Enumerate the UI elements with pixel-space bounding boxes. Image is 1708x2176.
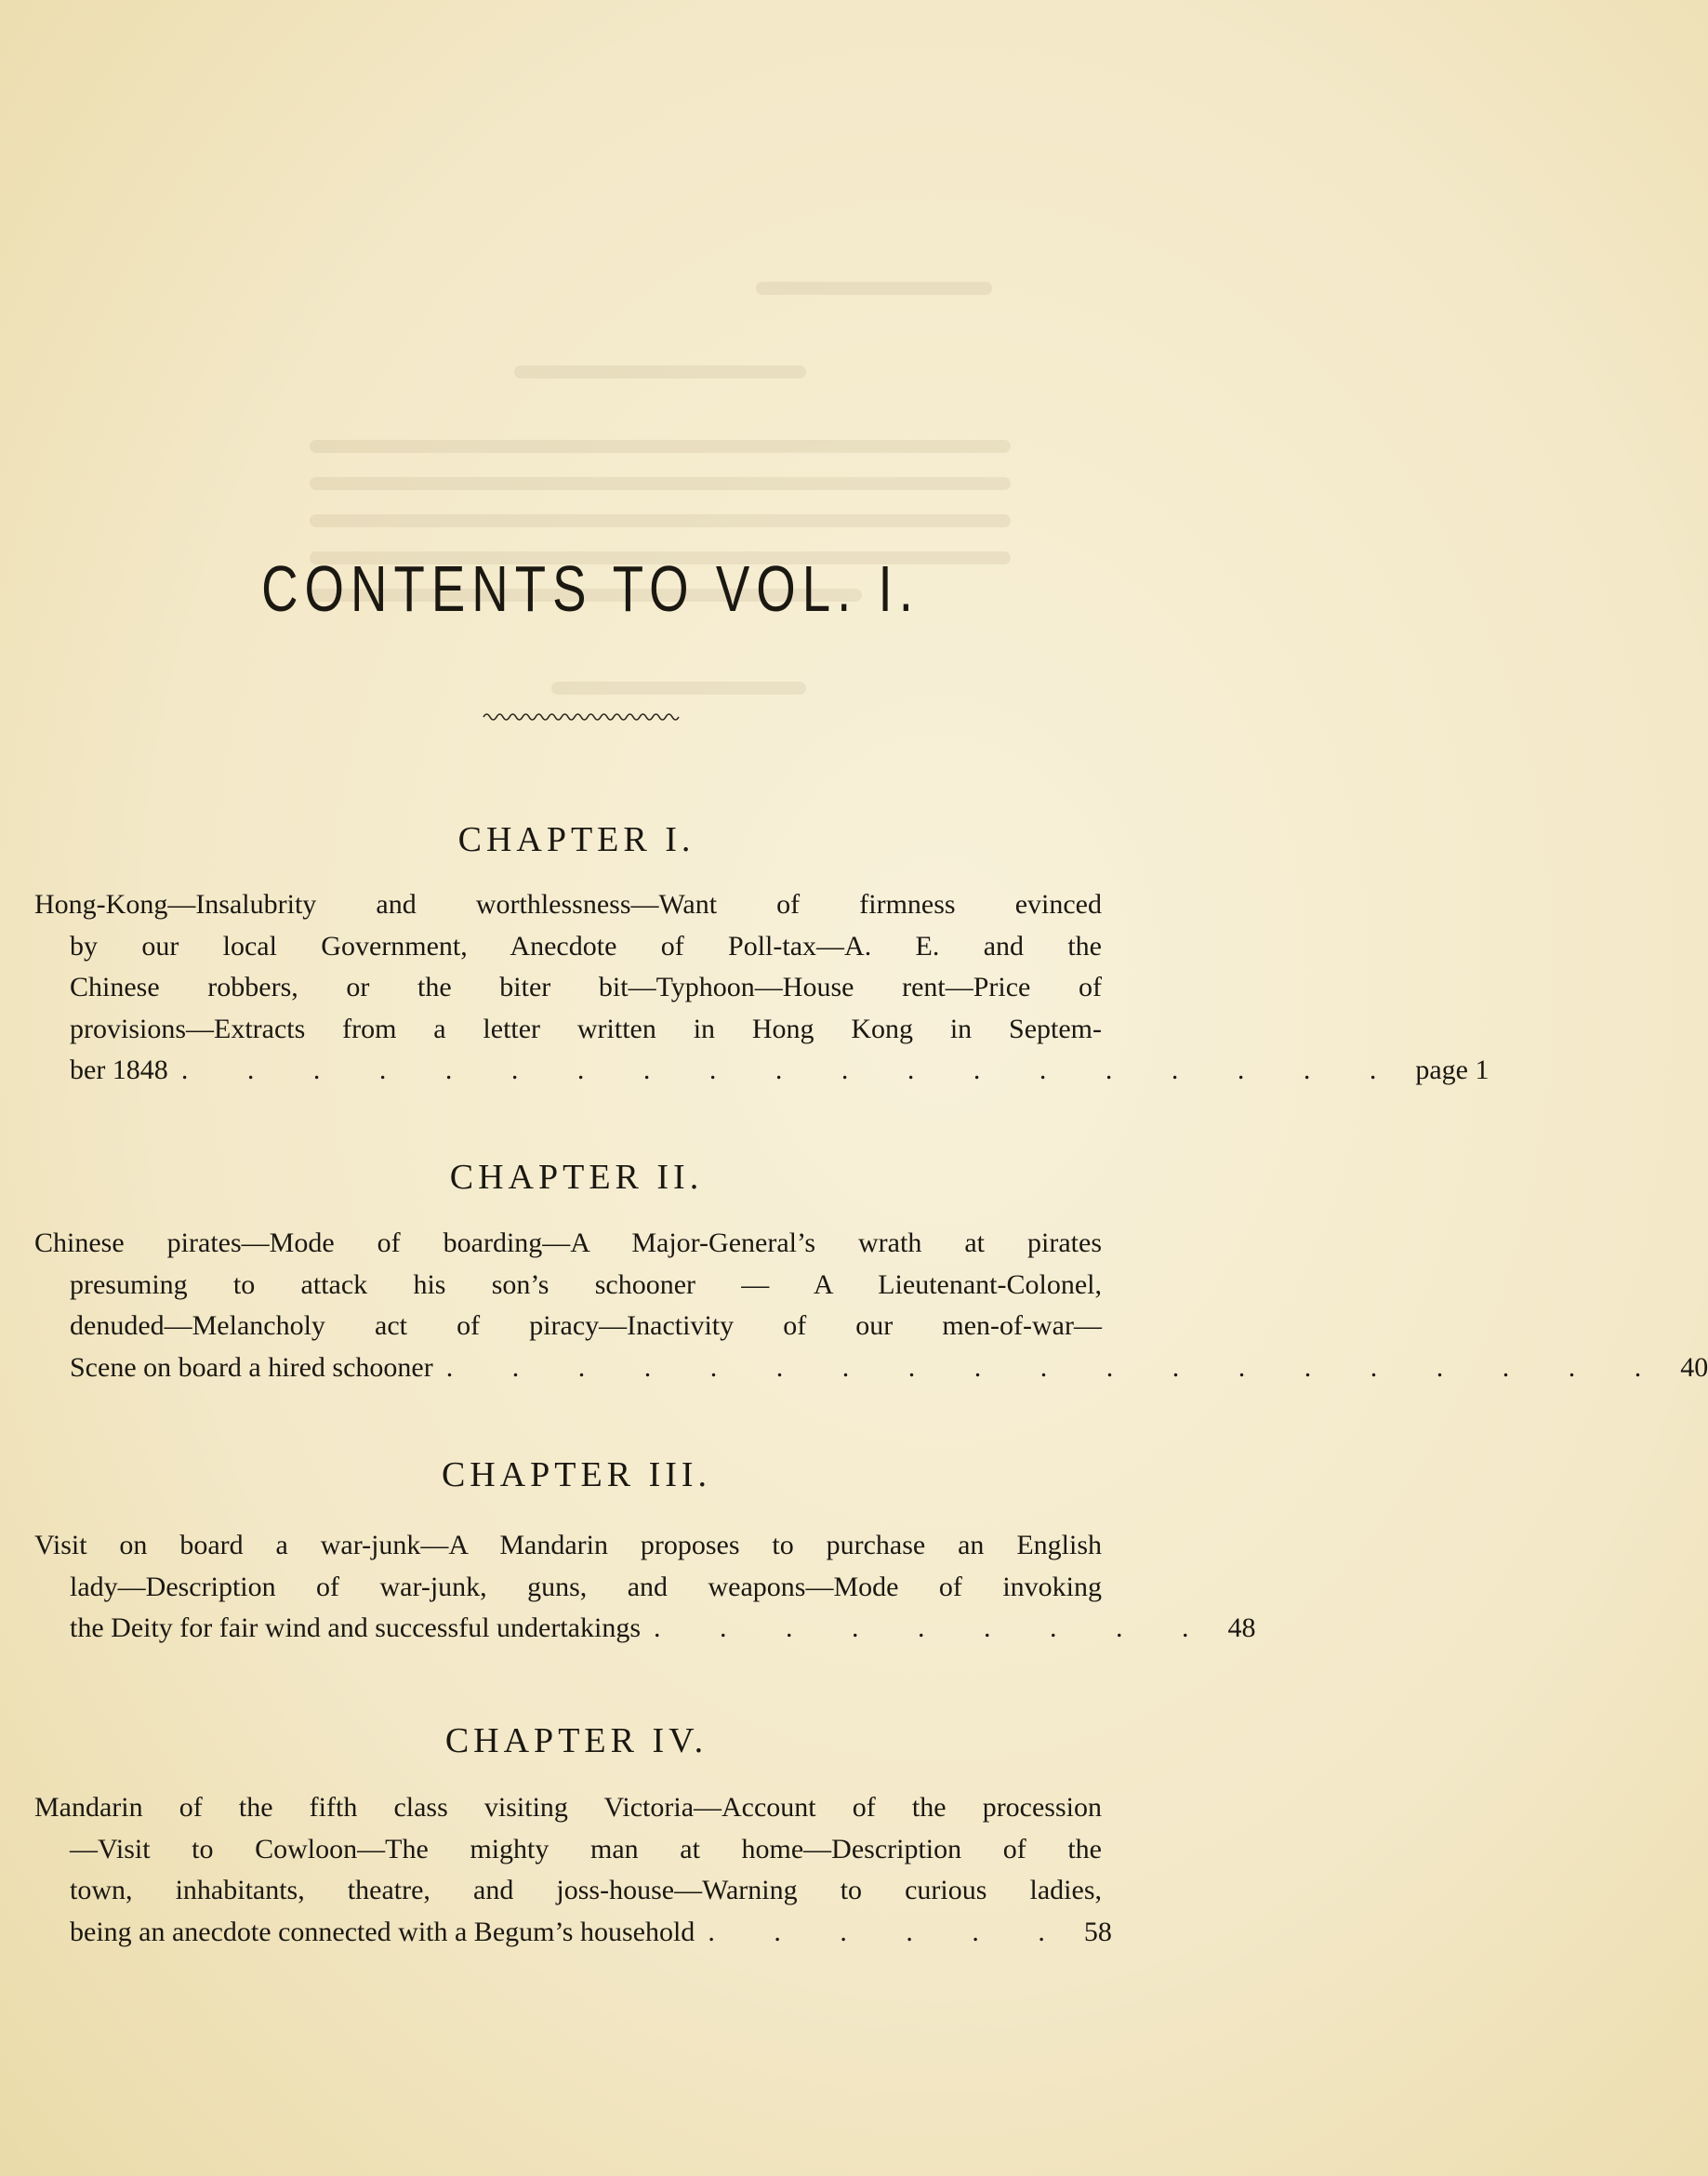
summary-line: being an anecdote connected with a Begum’s household [70, 1916, 695, 1947]
page-title: CONTENTS TO VOL. I. [261, 552, 920, 625]
summary-line: Chinese pirates—Mode of boarding—A Major-General’s wrath at pirates [34, 1227, 1102, 1258]
dot-leader: . . . . . . [708, 1916, 1071, 1947]
summary-line: the Deity for fair wind and successful undertakings [70, 1612, 641, 1643]
summary-line: Mandarin of the fifth class visiting Victoria—Account of the procession [34, 1792, 1102, 1823]
summary-line: by our local Government, Anecdote of Poll-tax—A. E. and the [70, 930, 1102, 962]
summary-line: lady—Description of war-junk, guns, and weapons—Mode of invoking [70, 1571, 1102, 1602]
page-number: 58 [1083, 1916, 1112, 1947]
show-through-texture [279, 251, 1023, 735]
summary-line: denuded—Melancholy act of piracy—Inactivity of our men-of-war— [70, 1310, 1102, 1341]
dot-leader: . . . . . . . . . . . . . . . . . . . [445, 1351, 1668, 1383]
chapter-summary [34, 884, 1490, 1092]
summary-line: Chinese robbers, or the biter bit—Typhoon—House rent—Price of [70, 972, 1102, 1002]
chapter-summary [34, 1787, 1112, 1953]
summary-line: Visit on board a war-junk—A Mandarin proposes to purchase an English [34, 1530, 1102, 1560]
summary-last-line [70, 1347, 1708, 1389]
page-number: 40 [1680, 1351, 1708, 1383]
show-through-lines [279, 251, 1023, 735]
chapter-heading: CHAPTER I. [457, 820, 695, 859]
summary-line: provisions—Extracts from a letter written in Hong Kong in Septem- [70, 1013, 1102, 1044]
summary-line: —Visit to Cowloon—The mighty man at home—Description of the [70, 1833, 1102, 1864]
chapter-heading: CHAPTER IV. [444, 1721, 708, 1760]
summary-line: Hong-Kong—Insalubrity and worthlessness—Want of firmness evinced [34, 889, 1102, 920]
chapter-summary [34, 1223, 1708, 1388]
summary-line: ber 1848 [70, 1055, 168, 1085]
page-number: 48 [1227, 1612, 1256, 1643]
page-number: page 1 [1415, 1055, 1490, 1085]
chapter-summary [34, 1525, 1256, 1650]
chapter-heading: CHAPTER II. [449, 1158, 704, 1197]
summary-last-line [70, 1912, 1112, 1954]
dot-leader: . . . . . . . . . [654, 1612, 1215, 1643]
summary-line: presuming to attack his son’s schooner — A Lieutenant-Colonel, [70, 1268, 1102, 1300]
dot-leader: . . . . . . . . . . . . . . . . . . . [180, 1055, 1403, 1085]
summary-line: town, inhabitants, theatre, and joss-house—Warning to curious ladies, [70, 1875, 1102, 1905]
summary-line: Scene on board a hired schooner [70, 1351, 433, 1383]
summary-last-line [70, 1608, 1256, 1650]
ornament-rule [483, 710, 679, 723]
chapter-heading: CHAPTER III. [441, 1455, 712, 1494]
summary-last-line [70, 1050, 1490, 1092]
